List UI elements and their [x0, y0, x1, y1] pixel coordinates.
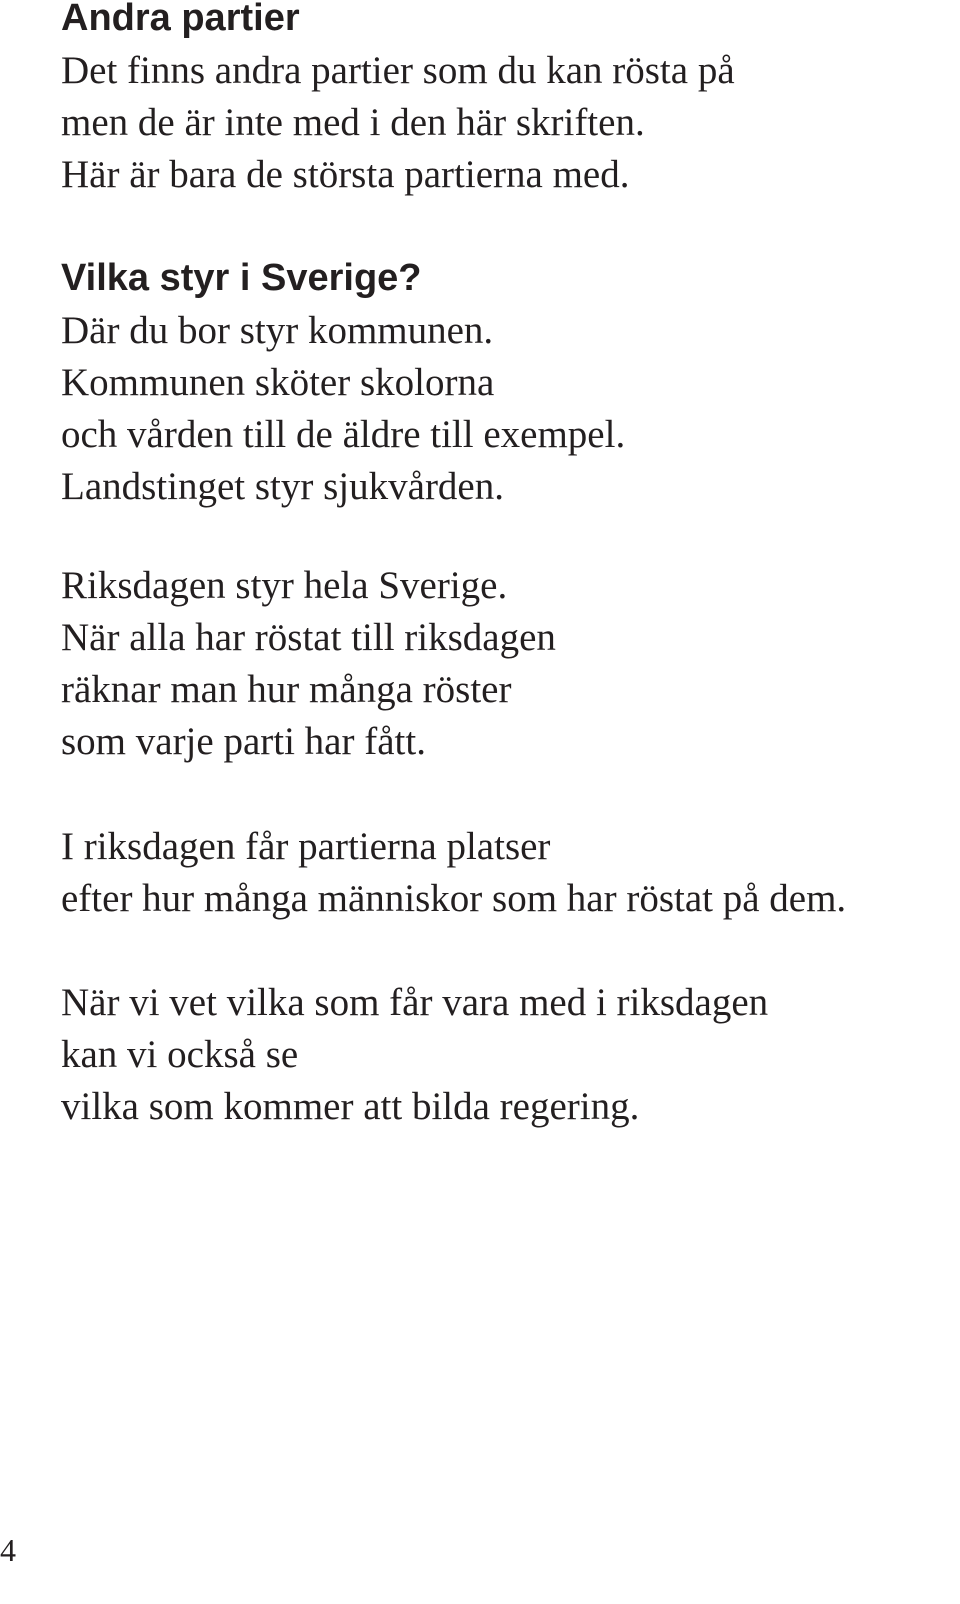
body-text-line: När vi vet vilka som får vara med i riksdagen	[61, 981, 769, 1024]
body-text-line: som varje parti har fått.	[61, 720, 426, 763]
body-text-line: Där du bor styr kommunen.	[61, 309, 494, 352]
body-text-line: Det finns andra partier som du kan rösta på	[61, 49, 735, 92]
body-text-line: vilka som kommer att bilda regering.	[61, 1085, 640, 1128]
page-number: 4	[0, 1532, 16, 1568]
body-text-line: Kommunen sköter skolorna	[61, 361, 495, 404]
body-text-line: räknar man hur många röster	[61, 668, 512, 711]
body-text-line: Riksdagen styr hela Sverige.	[61, 564, 508, 607]
body-text-line: I riksdagen får partierna platser	[61, 825, 551, 868]
body-text-line: Här är bara de största partierna med.	[61, 153, 630, 196]
section-heading-vilka-styr: Vilka styr i Sverige?	[61, 257, 422, 299]
body-text-line: kan vi också se	[61, 1033, 299, 1076]
body-text-line: men de är inte med i den här skriften.	[61, 101, 645, 144]
body-text-line: När alla har röstat till riksdagen	[61, 616, 556, 659]
section-heading-andra-partier: Andra partier	[61, 0, 300, 39]
body-text-line: efter hur många människor som har röstat på dem.	[61, 877, 847, 920]
body-text-line: och vården till de äldre till exempel.	[61, 413, 626, 456]
body-text-line: Landstinget styr sjukvården.	[61, 465, 504, 508]
